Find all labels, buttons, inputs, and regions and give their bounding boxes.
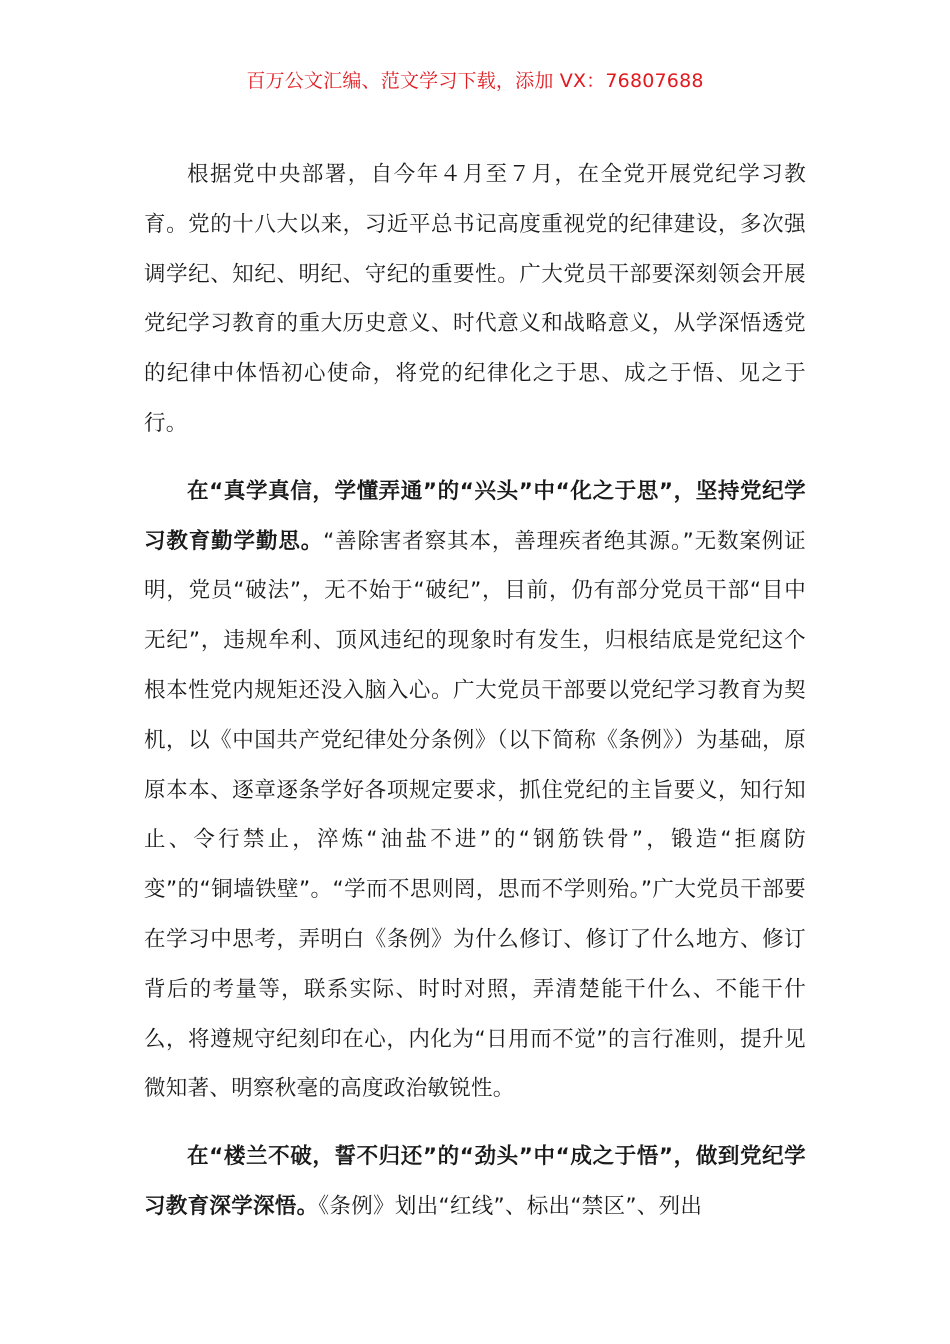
section-heading: 在“真学真信，学懂弄通”的“兴头”中“化之于思”，坚持党纪学习教育勤学勤思。 <box>144 478 806 554</box>
paragraph-text: “善除害者察其本，善理疾者绝其源。”无数案例证明，党员“破法”，无不始于“破纪”，目前，仍有部分党员干部“目中无纪”，违规牟利、顶风违纪的现象时有发生，归根结底是党纪这个根本性党内规矩还没入脑入心。广大党员干部要以党纪学习教育为契机，以《中国共产党纪律处分条例》（以下简称《条例》）为基础，原原本本、逐章逐条学好各项规定要求，抓住党纪的主旨要义，知行知止、令行禁止，淬炼“油盐不进”的“钢筋铁骨”，锻造“拒腐防变”的“铜墙铁壁”。“学而不思则罔，思而不学则殆。”广大党员干部要在学习中思考，弄明白《条例》为什么修订、修订了什么地方、修订背后的考量等，联系实际、时时对照，弄清楚能干什么、不能干什么，将遵规守纪刻印在心，内化为“日用而不觉”的言行准则，提升见微知著、明察秋毫的高度政治敏锐性。 <box>144 528 806 1102</box>
header-banner: 百万公文汇编、范文学习下载，添加 VX：76807688 <box>246 70 704 92</box>
paragraph-intro <box>144 150 806 449</box>
document-body <box>144 150 806 1232</box>
section-heading: 在“楼兰不破，誓不归还”的“劲头”中“成之于悟”，做到党纪学习教育深学深悟。 <box>144 1144 806 1219</box>
paragraph-text: 根据党中央部署，自今年４月至７月，在全党开展党纪学习教育。党的十八大以来，习近平总书记高度重视党的纪律建设，多次强调学纪、知纪、明纪、守纪的重要性。广大党员干部要深刻领会开展党纪学习教育的重大历史意义、时代意义和战略意义，从学深悟透党的纪律中体悟初心使命，将党的纪律化之于思、成之于悟、见之于行。 <box>144 162 806 436</box>
paragraph-section-2 <box>144 1132 806 1232</box>
paragraph-text: 《条例》划出“红线”、标出“禁区”、列出 <box>318 1193 703 1219</box>
paragraph-section-1 <box>144 467 806 1114</box>
